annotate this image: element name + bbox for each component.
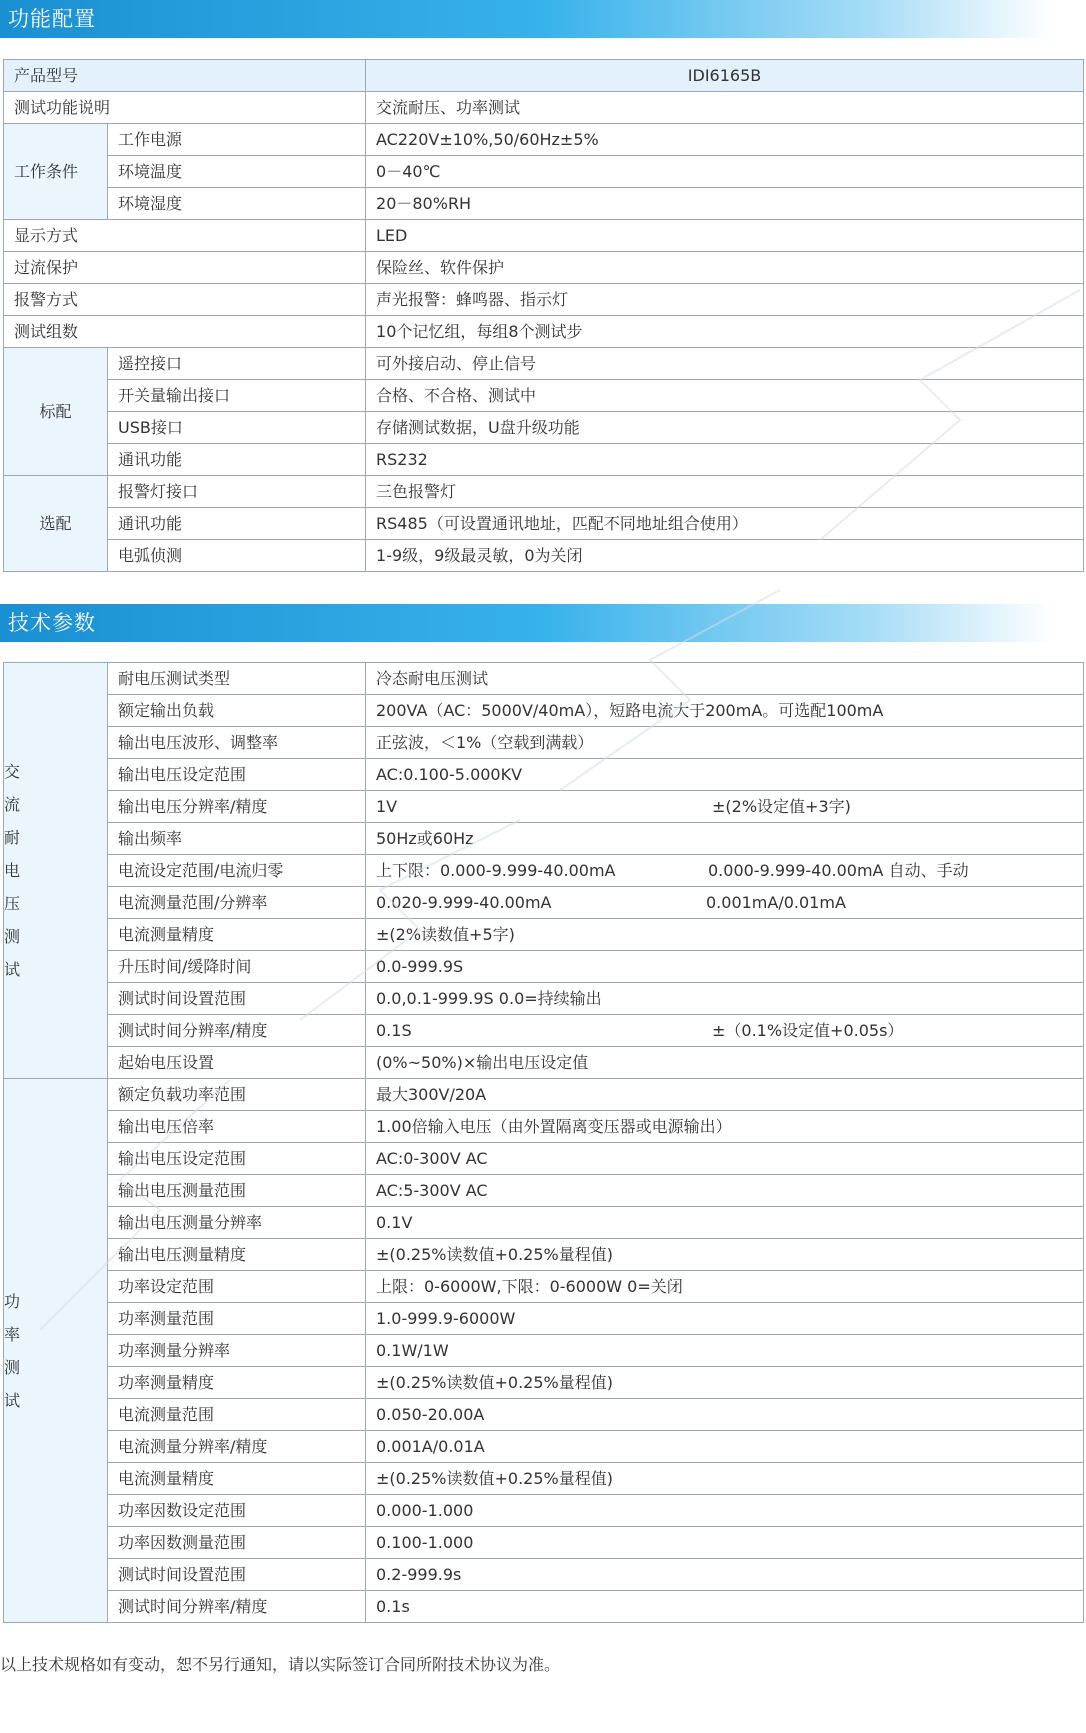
row-value: 保险丝、软件保护 bbox=[366, 252, 1084, 284]
row-value-secondary: ±（0.1%设定值+0.05s） bbox=[712, 1021, 904, 1040]
row-value: 0.2-999.9s bbox=[366, 1559, 1084, 1591]
row-value: RS232 bbox=[366, 444, 1084, 476]
row-label: 通讯功能 bbox=[108, 444, 366, 476]
row-label: 耐电压测试类型 bbox=[108, 663, 366, 695]
row-value: LED bbox=[366, 220, 1084, 252]
ac-withstand-group-char: 电 bbox=[4, 861, 21, 880]
row-label: USB接口 bbox=[108, 412, 366, 444]
row-label: 输出电压测量精度 bbox=[108, 1239, 366, 1271]
row-label: 输出电压设定范围 bbox=[108, 1143, 366, 1175]
power-test-group-char: 试 bbox=[4, 1390, 21, 1410]
row-value: 存储测试数据，U盘升级功能 bbox=[366, 412, 1084, 444]
row-value: ±(0.25%读数值+0.25%量程值) bbox=[366, 1367, 1084, 1399]
row-label: 额定负载功率范围 bbox=[108, 1079, 366, 1111]
ac-withstand-group-char: 交 bbox=[4, 762, 21, 781]
row-value: 0.100-1.000 bbox=[366, 1527, 1084, 1559]
ac-withstand-group-char: 试 bbox=[4, 960, 21, 979]
power-test-group-char: 率 bbox=[4, 1324, 21, 1344]
row-value-primary: 上下限：0.000-9.999-40.00mA bbox=[376, 861, 616, 880]
row-label: 电流测量范围/分辨率 bbox=[108, 887, 366, 919]
row-value: 冷态耐电压测试 bbox=[366, 663, 1084, 695]
row-value: 可外接启动、停止信号 bbox=[366, 348, 1084, 380]
row-value-secondary: 0.000-9.999-40.00mA 自动、手动 bbox=[708, 861, 969, 880]
row-value: 0.050-20.00A bbox=[366, 1399, 1084, 1431]
test-desc-label: 测试功能说明 bbox=[4, 92, 366, 124]
row-label: 升压时间/缓降时间 bbox=[108, 951, 366, 983]
row-label: 通讯功能 bbox=[108, 508, 366, 540]
row-value: AC:0.100-5.000KV bbox=[366, 759, 1084, 791]
row-label: 开关量输出接口 bbox=[108, 380, 366, 412]
row-value: AC:5-300V AC bbox=[366, 1175, 1084, 1207]
ac-withstand-group-char: 压 bbox=[4, 894, 21, 913]
row-value: 最大300V/20A bbox=[366, 1079, 1084, 1111]
optional-group: 选配 bbox=[4, 476, 108, 572]
row-label: 电流测量分辨率/精度 bbox=[108, 1431, 366, 1463]
row-label: 功率因数设定范围 bbox=[108, 1495, 366, 1527]
row-value: RS485（可设置通讯地址，匹配不同地址组合使用） bbox=[366, 508, 1084, 540]
row-value: 1-9级，9级最灵敏，0为关闭 bbox=[366, 540, 1084, 572]
row-label: 电流设定范围/电流归零 bbox=[108, 855, 366, 887]
power-test-group-char: 功 bbox=[4, 1291, 21, 1311]
row-label: 电流测量精度 bbox=[108, 1463, 366, 1495]
section-title-technical: 技术参数 bbox=[8, 611, 96, 635]
power-test-group bbox=[4, 1079, 108, 1623]
row-label: 测试时间设置范围 bbox=[108, 983, 366, 1015]
row-value bbox=[366, 791, 1084, 823]
row-value: 0.1V bbox=[366, 1207, 1084, 1239]
ac-withstand-group-char: 耐 bbox=[4, 828, 21, 847]
row-label: 功率因数测量范围 bbox=[108, 1527, 366, 1559]
row-value: 上限：0-6000W,下限：0-6000W 0=关闭 bbox=[366, 1271, 1084, 1303]
row-label: 额定输出负载 bbox=[108, 695, 366, 727]
row-value: 声光报警：蜂鸣器、指示灯 bbox=[366, 284, 1084, 316]
row-value-primary: 1V bbox=[376, 797, 398, 816]
row-value: 0.1s bbox=[366, 1591, 1084, 1623]
row-value: AC220V±10%,50/60Hz±5% bbox=[366, 124, 1084, 156]
model-label: 产品型号 bbox=[4, 60, 366, 92]
row-label: 工作电源 bbox=[108, 124, 366, 156]
row-label: 测试组数 bbox=[4, 316, 366, 348]
ac-withstand-group-char: 流 bbox=[4, 795, 21, 814]
row-label: 遥控接口 bbox=[108, 348, 366, 380]
row-value: 合格、不合格、测试中 bbox=[366, 380, 1084, 412]
row-value: 0.001A/0.01A bbox=[366, 1431, 1084, 1463]
row-label: 功率设定范围 bbox=[108, 1271, 366, 1303]
row-label: 输出电压倍率 bbox=[108, 1111, 366, 1143]
row-label: 输出电压设定范围 bbox=[108, 759, 366, 791]
row-value bbox=[366, 887, 1084, 919]
row-value bbox=[366, 1015, 1084, 1047]
test-desc-value: 交流耐压、功率测试 bbox=[366, 92, 1084, 124]
row-value-secondary: ±(2%设定值+3字) bbox=[712, 797, 851, 816]
row-value: 三色报警灯 bbox=[366, 476, 1084, 508]
row-value-primary: 0.020-9.999-40.00mA bbox=[376, 893, 552, 912]
row-label: 电流测量精度 bbox=[108, 919, 366, 951]
row-value: 0.1W/1W bbox=[366, 1335, 1084, 1367]
footnote: 以上技术规格如有变动，恕不另行通知，请以实际签订合同所附技术协议为准。 bbox=[0, 1655, 561, 1674]
row-label: 输出电压分辨率/精度 bbox=[108, 791, 366, 823]
section-header-technical bbox=[0, 604, 1086, 642]
model-value: IDI6165B bbox=[366, 60, 1084, 92]
row-value-primary: 0.1S bbox=[376, 1021, 412, 1040]
ac-withstand-group bbox=[4, 663, 108, 1079]
row-label: 显示方式 bbox=[4, 220, 366, 252]
row-value: 0－40℃ bbox=[366, 156, 1084, 188]
row-value: 1.00倍输入电压（由外置隔离变压器或电源输出） bbox=[366, 1111, 1084, 1143]
technical-params-table bbox=[3, 662, 1084, 1623]
row-value: 50Hz或60Hz bbox=[366, 823, 1084, 855]
row-value: ±(0.25%读数值+0.25%量程值) bbox=[366, 1239, 1084, 1271]
row-value: 10个记忆组，每组8个测试步 bbox=[366, 316, 1084, 348]
row-value: 200VA（AC：5000V/40mA），短路电流大于200mA。可选配100mA bbox=[366, 695, 1084, 727]
row-value: 0.000-1.000 bbox=[366, 1495, 1084, 1527]
row-label: 电弧侦测 bbox=[108, 540, 366, 572]
row-value: ±(0.25%读数值+0.25%量程值) bbox=[366, 1463, 1084, 1495]
row-label: 过流保护 bbox=[4, 252, 366, 284]
row-value bbox=[366, 855, 1084, 887]
row-label: 输出频率 bbox=[108, 823, 366, 855]
row-label: 报警方式 bbox=[4, 284, 366, 316]
row-value: (0%~50%)×输出电压设定值 bbox=[366, 1047, 1084, 1079]
work-conditions-group: 工作条件 bbox=[4, 124, 108, 220]
row-value: 正弦波，＜1%（空载到满载） bbox=[366, 727, 1084, 759]
functional-config-table bbox=[3, 59, 1084, 572]
row-value: AC:0-300V AC bbox=[366, 1143, 1084, 1175]
row-label: 测试时间设置范围 bbox=[108, 1559, 366, 1591]
power-test-group-char: 测 bbox=[4, 1357, 21, 1377]
row-label: 功率测量分辨率 bbox=[108, 1335, 366, 1367]
ac-withstand-group-char: 测 bbox=[4, 927, 21, 946]
row-value: 0.0-999.9S bbox=[366, 951, 1084, 983]
row-label: 起始电压设置 bbox=[108, 1047, 366, 1079]
section-title-functional: 功能配置 bbox=[8, 7, 96, 31]
row-label: 输出电压测量范围 bbox=[108, 1175, 366, 1207]
row-value: 0.0,0.1-999.9S 0.0=持续输出 bbox=[366, 983, 1084, 1015]
row-label: 环境温度 bbox=[108, 156, 366, 188]
standard-group: 标配 bbox=[4, 348, 108, 476]
row-label: 电流测量范围 bbox=[108, 1399, 366, 1431]
row-label: 功率测量精度 bbox=[108, 1367, 366, 1399]
row-label: 报警灯接口 bbox=[108, 476, 366, 508]
row-value: 1.0-999.9-6000W bbox=[366, 1303, 1084, 1335]
row-label: 输出电压测量分辨率 bbox=[108, 1207, 366, 1239]
row-label: 测试时间分辨率/精度 bbox=[108, 1591, 366, 1623]
row-label: 输出电压波形、调整率 bbox=[108, 727, 366, 759]
row-value: 20－80%RH bbox=[366, 188, 1084, 220]
row-label: 测试时间分辨率/精度 bbox=[108, 1015, 366, 1047]
row-value-secondary: 0.001mA/0.01mA bbox=[706, 893, 846, 912]
row-label: 环境湿度 bbox=[108, 188, 366, 220]
row-label: 功率测量范围 bbox=[108, 1303, 366, 1335]
row-value: ±(2%读数值+5字) bbox=[366, 919, 1084, 951]
section-header-functional bbox=[0, 0, 1086, 38]
